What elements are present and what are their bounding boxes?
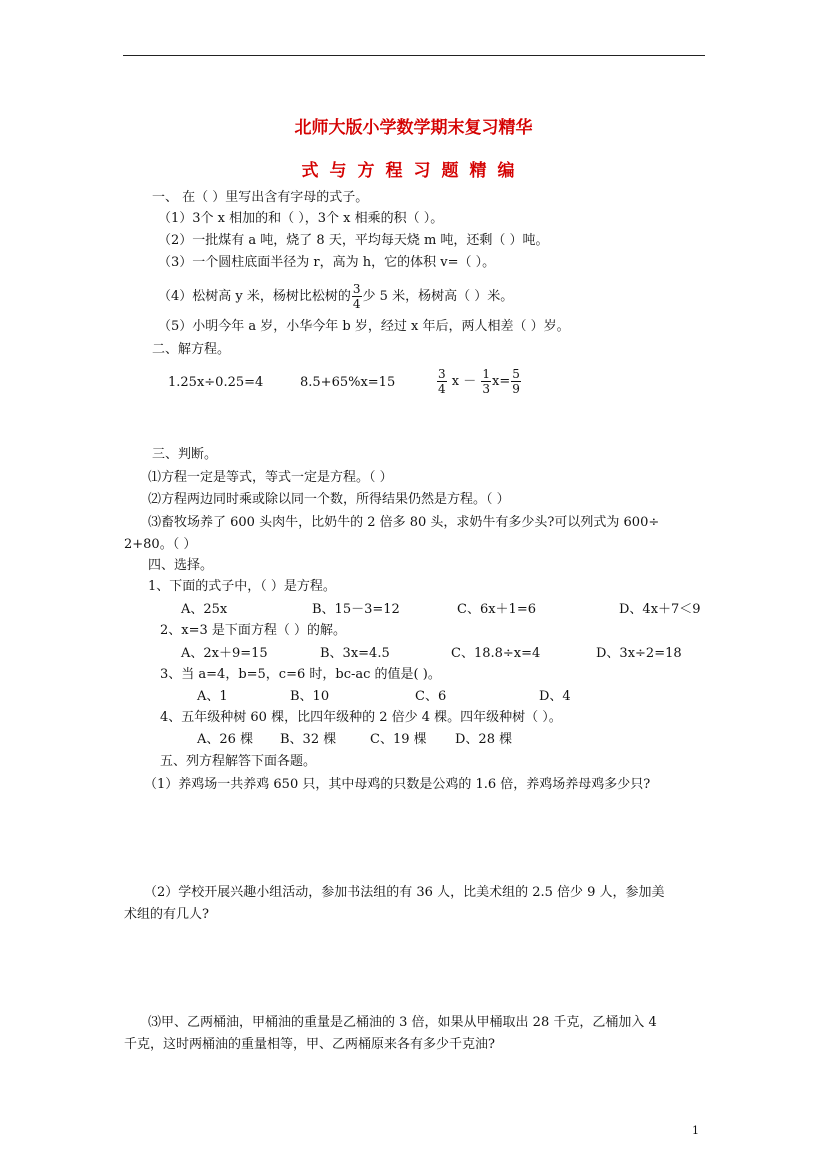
section5-q2-line1: （2）学校开展兴趣小组活动，参加书法组的有 36 人，比美术组的 2.5 倍少 9 人，参加美 xyxy=(144,885,665,900)
fraction xyxy=(481,367,491,396)
section4-q4-option-d: D、28 棵 xyxy=(455,732,513,747)
section4-q1-option-c: C、6x＋1=6 xyxy=(457,602,536,617)
section4-heading: 四、选择。 xyxy=(148,558,214,573)
section3-q3-line2: 2+80。（ ） xyxy=(124,537,197,552)
section4-q1: 1、下面的式子中，（ ）是方程。 xyxy=(148,579,336,594)
section1-q1: （1）3个 x 相加的和（ ），3个 x 相乘的积（ ）。 xyxy=(158,211,444,226)
section3-q1: ⑴方程一定是等式，等式一定是方程。（ ） xyxy=(148,470,393,485)
equation-2: 8.5+65%x=15 xyxy=(300,375,396,390)
section4-q3-option-c: C、6 xyxy=(415,689,447,704)
section1-q4-pre: （4）松树高 y 米，杨树比松树的 xyxy=(158,289,351,304)
section5-heading: 五、列方程解答下面各题。 xyxy=(160,754,317,769)
equation-3-mid: x － xyxy=(451,374,481,389)
equation-3-xeq: x= xyxy=(492,374,511,389)
fraction-denominator: 9 xyxy=(512,382,520,396)
section4-q1-option-d: D、4x＋7＜9 xyxy=(619,602,701,617)
section5-q3-line1: ⑶甲、乙两桶油，甲桶油的重量是乙桶油的 3 倍，如果从甲桶取出 28 千克，乙桶加入 4 xyxy=(148,1015,657,1030)
fraction-numerator: 5 xyxy=(512,367,520,381)
section5-q3-line2: 千克，这时两桶油的重量相等，甲、乙两桶原来各有多少千克油? xyxy=(124,1037,495,1052)
section4-q2-option-d: D、3x÷2=18 xyxy=(596,646,682,661)
section3-q2: ⑵方程两边同时乘或除以同一个数，所得结果仍然是方程。（ ） xyxy=(148,492,510,507)
section4-q4-option-c: C、19 棵 xyxy=(370,732,427,747)
section1-q4-post: 少 5 米，杨树高（ ）米。 xyxy=(362,289,514,304)
fraction-numerator: 1 xyxy=(482,367,491,381)
fraction-denominator: 4 xyxy=(438,382,446,396)
section2-heading: 二、解方程。 xyxy=(152,342,231,357)
page-subtitle: 式与方程习题精编 xyxy=(301,161,526,181)
section4-q3-option-a: A、1 xyxy=(197,689,228,704)
fraction xyxy=(437,367,447,396)
fraction xyxy=(352,282,362,311)
section4-q4-option-b: B、32 棵 xyxy=(280,732,337,747)
section4-q4: 4、五年级种树 60 棵，比四年级种的 2 倍少 4 棵。四年级种树（ ）。 xyxy=(160,710,562,725)
section3-heading: 三、判断。 xyxy=(152,447,218,462)
equation-3 xyxy=(436,364,522,400)
page-number: 1 xyxy=(692,1124,699,1137)
section4-q3: 3、当 a=4，b=5，c=6 时，bc-ac 的值是( )。 xyxy=(160,667,441,682)
section1-q5: （5）小明今年 a 岁，小华今年 b 岁，经过 x 年后，两人相差（ ）岁。 xyxy=(158,319,570,334)
section4-q2-option-a: A、2x＋9=15 xyxy=(181,646,268,661)
section4-q2-option-c: C、18.8÷x=4 xyxy=(451,646,541,661)
section4-q3-option-d: D、4 xyxy=(539,689,571,704)
fraction-numerator: 3 xyxy=(352,282,361,296)
page-title: 北师大版小学数学期末复习精华 xyxy=(294,118,533,138)
header-rule xyxy=(123,55,705,56)
section3-q3-line1: ⑶畜牧场养了 600 头肉牛，比奶牛的 2 倍多 80 头，求奶牛有多少头?可以列式为 600÷ xyxy=(148,515,660,530)
fraction-denominator: 3 xyxy=(482,382,491,396)
section4-q1-option-a: A、25x xyxy=(181,602,228,617)
section4-q2-option-b: B、3x=4.5 xyxy=(320,646,390,661)
section1-heading: 一、 在（ ）里写出含有字母的式子。 xyxy=(152,190,369,205)
section5-q1: （1）养鸡场一共养鸡 650 只，其中母鸡的只数是公鸡的 1.6 倍，养鸡场养母鸡多少只? xyxy=(144,777,651,792)
section4-q1-option-b: B、15－3=12 xyxy=(312,602,400,617)
section4-q4-option-a: A、26 棵 xyxy=(197,732,254,747)
fraction-denominator: 4 xyxy=(352,297,361,311)
section1-q3: （3）一个圆柱底面半径为 r，高为 h，它的体积 v=（ ）。 xyxy=(158,255,496,270)
fraction-numerator: 3 xyxy=(438,367,446,381)
fraction xyxy=(511,367,521,396)
equation-1: 1.25x÷0.25=4 xyxy=(168,375,264,390)
section4-q3-option-b: B、10 xyxy=(290,689,330,704)
section5-q2-line2: 术组的有几人? xyxy=(124,907,209,922)
section1-q4 xyxy=(158,280,513,314)
section4-q2: 2、x=3 是下面方程（ ）的解。 xyxy=(160,623,347,638)
section1-q2: （2）一批煤有 a 吨，烧了 8 天，平均每天烧 m 吨，还剩（ ）吨。 xyxy=(158,233,549,248)
